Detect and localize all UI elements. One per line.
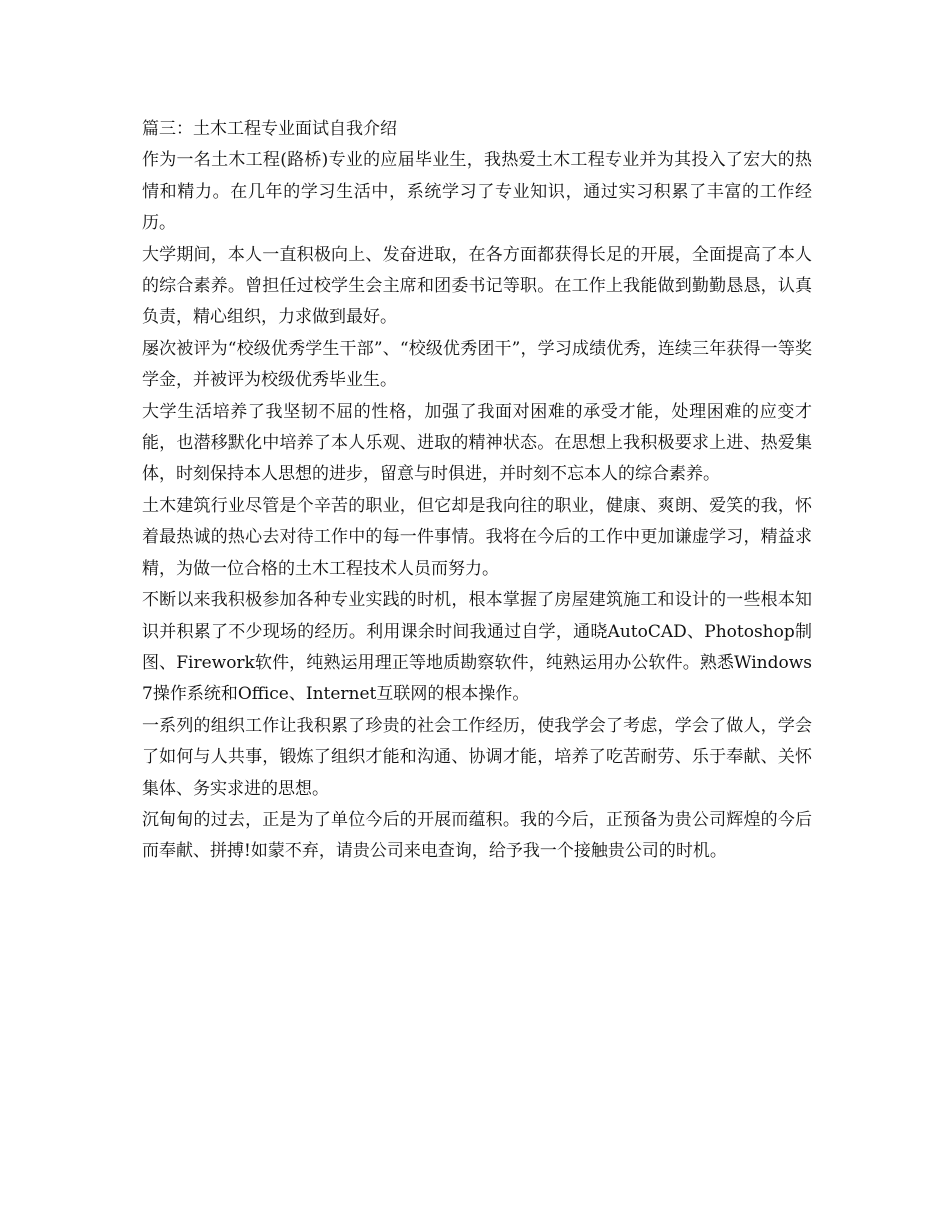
paragraph: 不断以来我积极参加各种专业实践的时机，根本掌握了房屋建筑施工和设计的一些根本知识并积累了不少现场的经历。利用课余时间我通过自学，通晓AutoCAD、Photoshop制图、Firework软件，纯熟运用理正等地质勘察软件，纯熟运用办公软件。熟悉Windows7操作系统和Office、Internet互联网的根本操作。	[142, 590, 812, 705]
paragraph: 屡次被评为“校级优秀学生干部”、“校级优秀团干”，学习成绩优秀，连续三年获得一等奖学金，并被评为校级优秀毕业生。	[142, 338, 812, 391]
paragraph: 沉甸甸的过去，正是为了单位今后的开展而蕴积。我的今后，正预备为贵公司辉煌的今后而奉献、拼搏!如蒙不弃，请贵公司来电查询，给予我一个接触贵公司的时机。	[142, 809, 812, 862]
paragraph: 作为一名土木工程(路桥)专业的应届毕业生，我热爱土木工程专业并为其投入了宏大的热情和精力。在几年的学习生活中，系统学习了专业知识，通过实习积累了丰富的工作经历。	[142, 150, 812, 234]
document-body	[142, 114, 812, 868]
paragraph: 一系列的组织工作让我积累了珍贵的社会工作经历，使我学会了考虑，学会了做人，学会了如何与人共事，锻炼了组织才能和沟通、协调才能，培养了吃苦耐劳、乐于奉献、关怀集体、务实求进的思想。	[142, 715, 812, 799]
paragraph: 土木建筑行业尽管是个辛苦的职业，但它却是我向往的职业，健康、爽朗、爱笑的我，怀着最热诚的热心去对待工作中的每一件事情。我将在今后的工作中更加谦虚学习，精益求精，为做一位合格的土木工程技术人员而努力。	[142, 495, 812, 579]
paragraph: 大学生活培养了我坚韧不屈的性格，加强了我面对困难的承受才能，处理困难的应变才能，也潜移默化中培养了本人乐观、进取的精神状态。在思想上我积极要求上进、热爱集体，时刻保持本人思想的进步，留意与时俱进，并时刻不忘本人的综合素养。	[142, 401, 812, 485]
document-title: 篇三：土木工程专业面试自我介绍	[142, 119, 397, 139]
paragraph: 大学期间，本人一直积极向上、发奋进取，在各方面都获得长足的开展，全面提高了本人的综合素养。曾担任过校学生会主席和团委书记等职。在工作上我能做到勤勤恳恳，认真负责，精心组织，力求做到最好。	[142, 244, 812, 328]
